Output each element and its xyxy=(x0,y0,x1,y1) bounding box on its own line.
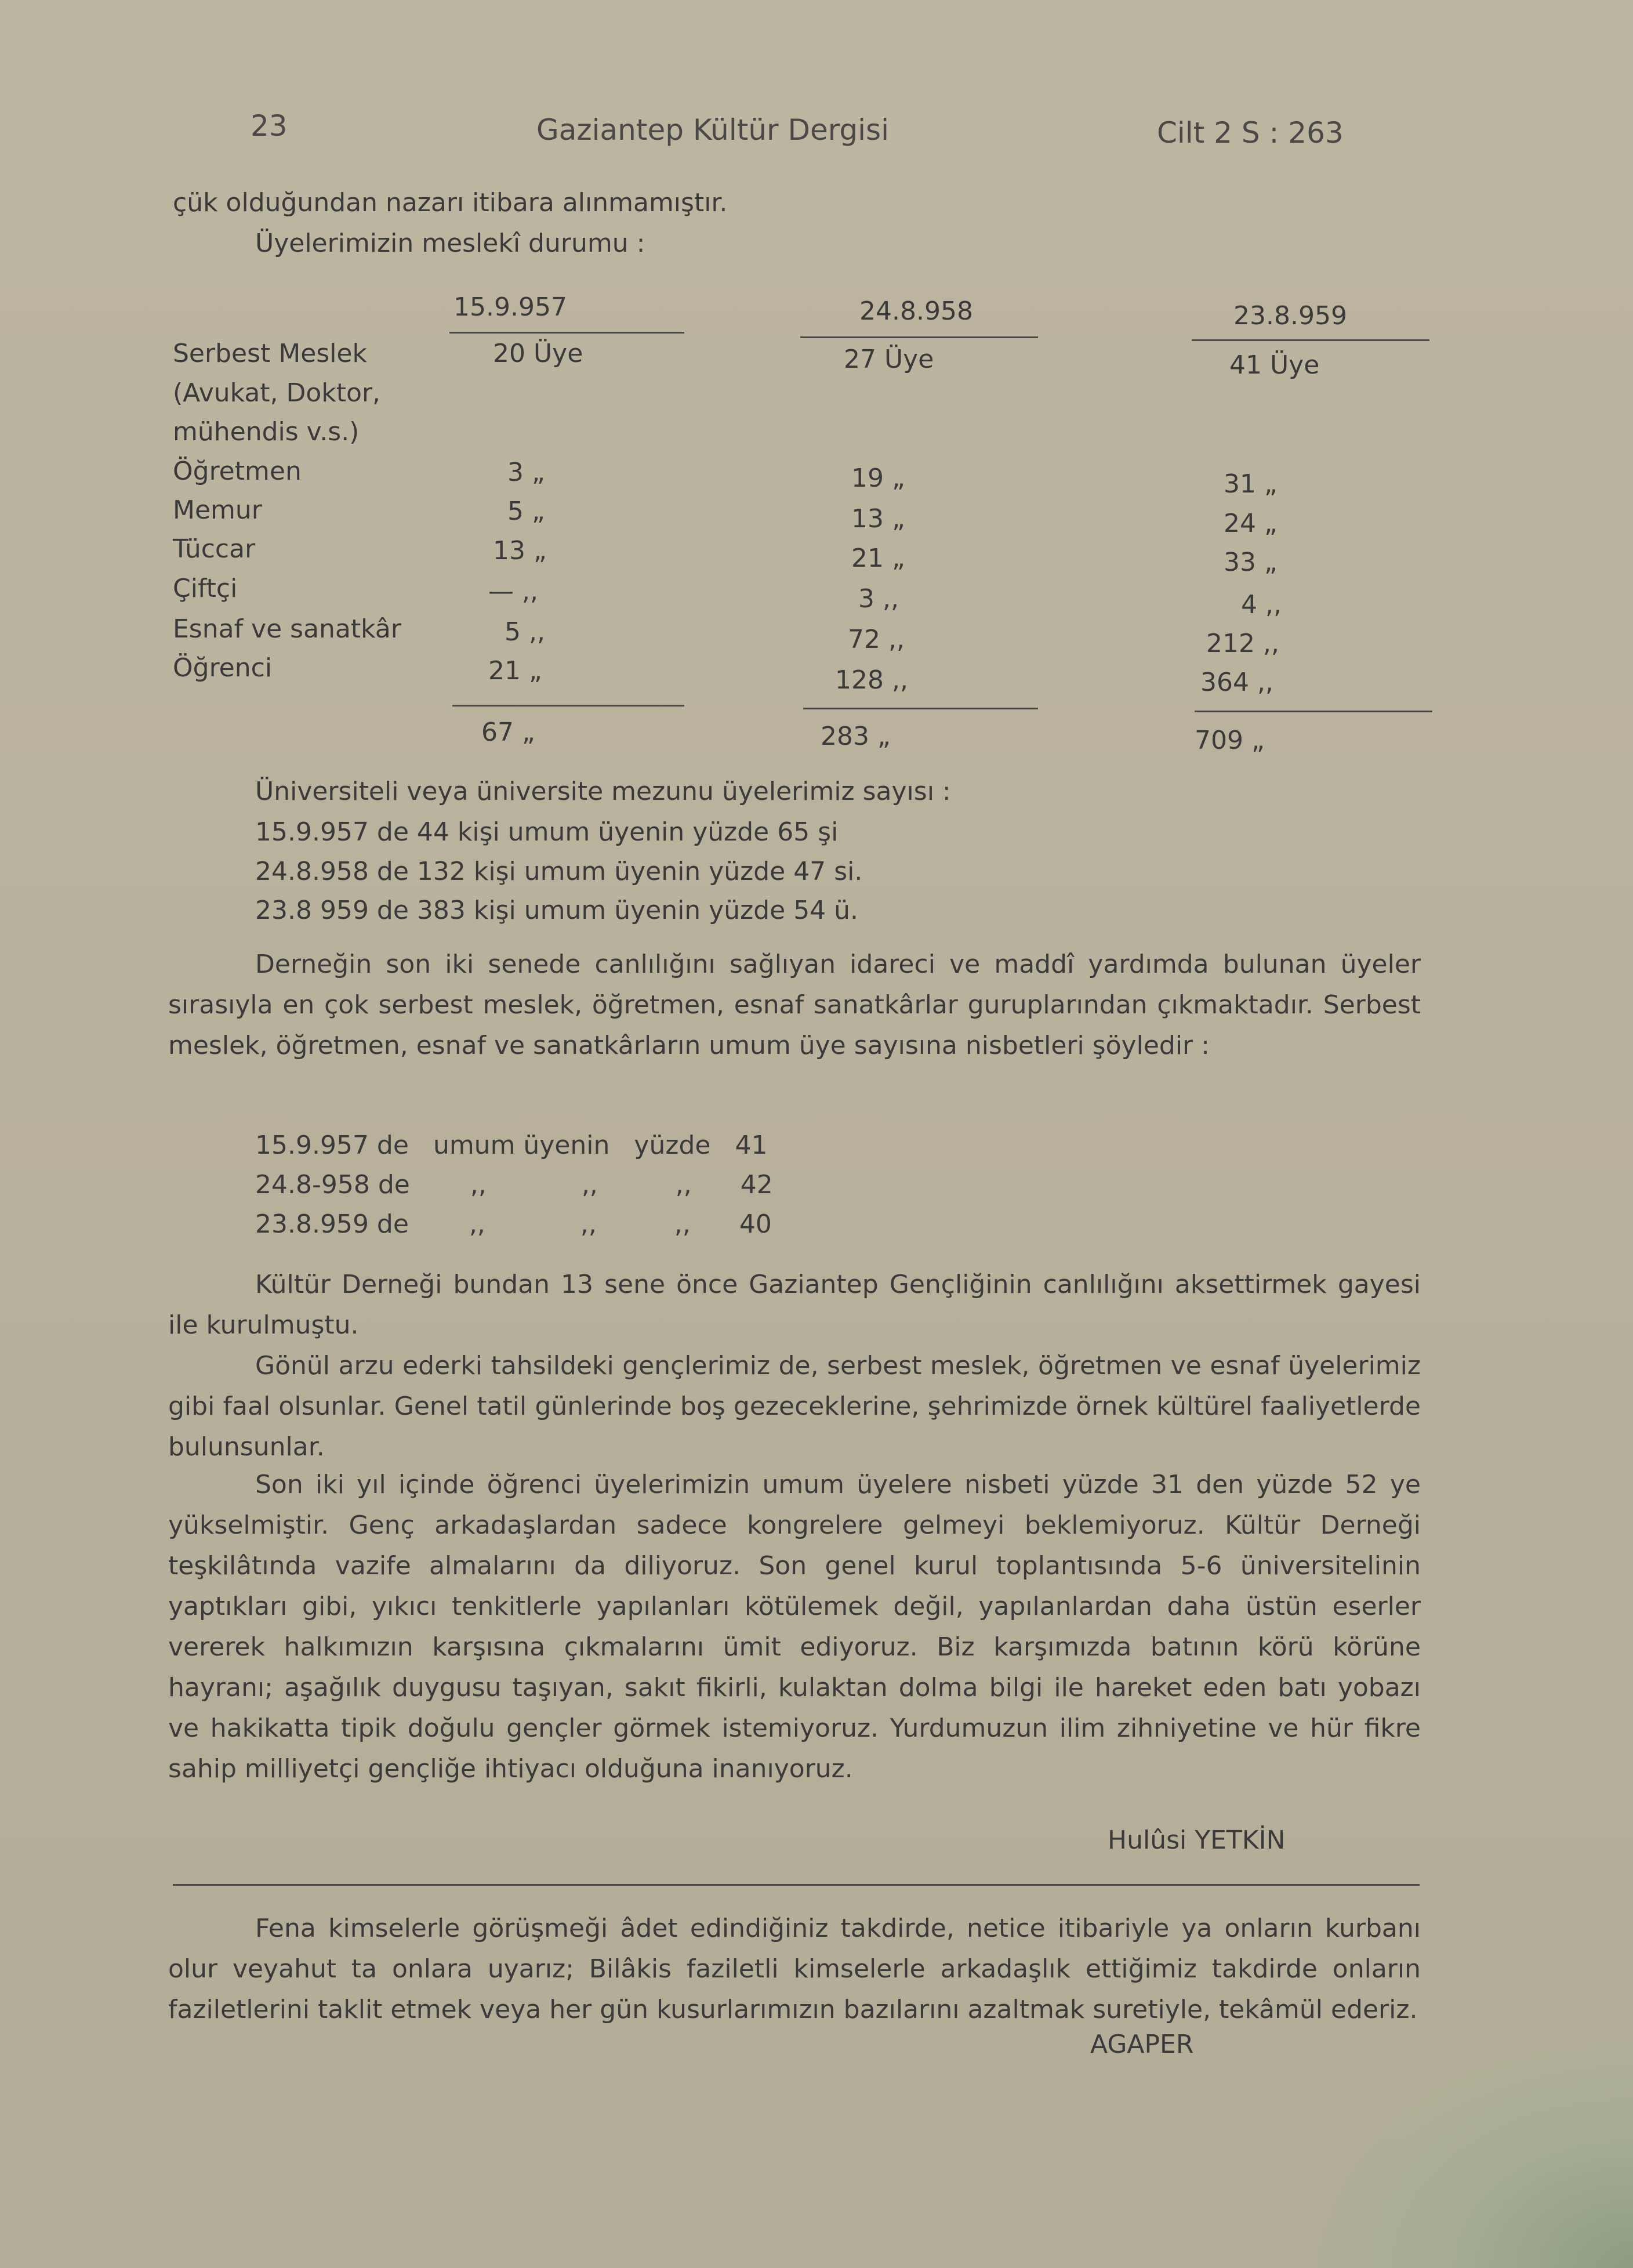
cell: 21 „ xyxy=(851,544,905,573)
page-number: 23 xyxy=(251,109,288,143)
ratio-value: 42 xyxy=(740,1170,773,1200)
row-label-serbest-2: (Avukat, Doktor, xyxy=(173,378,381,408)
paragraph-1-text: Derneğin son iki senede canlılığını sağlıyan idareci ve maddî yardımda bulunan üyeler sırasıyla en çok serbest meslek, öğretmen, esnaf sanatkârlar guruplarından çıkmaktadır. Serbest meslek, öğretmen, esnaf ve sanatkârların umum üye sayısına nisbetleri şöyledir : xyxy=(168,950,1421,1060)
cell: 3 „ xyxy=(507,458,545,487)
ratio-line-1 xyxy=(255,1125,767,1166)
cell: 21 „ xyxy=(488,656,542,686)
row-label-serbest-3: mühendis v.s.) xyxy=(173,417,360,447)
ditto: ,, xyxy=(470,1170,487,1200)
ratio-value: 41 xyxy=(735,1131,768,1160)
total-cell: 709 „ xyxy=(1195,726,1265,755)
total-rule-3 xyxy=(1195,711,1432,712)
volume-issue: Cilt 2 S : 263 xyxy=(1157,116,1344,150)
cell: 72 ,, xyxy=(848,625,905,654)
total-cell: 67 „ xyxy=(481,718,535,747)
intro-line-1: çük olduğundan nazarı itibara alınmamıştır. xyxy=(173,188,728,218)
cell: 41 Üye xyxy=(1229,350,1320,380)
ratio-line-2 xyxy=(255,1165,773,1205)
paragraph-4-text: Son iki yıl içinde öğrenci üyelerimizin umum üyelere nisbeti yüzde 31 den yüzde 52 ye yükselmiştir. Genç arkadaşlardan sadece kongrelere gelmeyi beklemiyoruz. Kültür Derneği teşkilâtında vazife almalarını da diliyoruz. Son genel kurul toplantısında 5-6 üniversitelinin yaptıkları gibi, yıkıcı tenkitlerle yapılanları kötülemek değil, yapılanlardan daha üstün eserler vererek halkımızın karşısına çıkmalarını ümit ediyoruz. Biz karşımızda batının körü körüne hayranı; aşağılık duygusu taşıyan, sakıt fikirli, kulaktan dolma bilgi ile hareket eden batı yobazı ve hakikatta tipik doğulu gençler görmek istemiyoruz. Yurdumuzun ilim zihniyetine ve hür fikre sahip milliyetçi gençliğe ihtiyacı olduğuna inanıyoruz. xyxy=(168,1470,1421,1784)
cell: 19 „ xyxy=(851,463,905,493)
date-col-1: 15.9.957 xyxy=(453,292,567,322)
ratio-value: 40 xyxy=(739,1209,772,1239)
ditto: ,, xyxy=(580,1209,597,1239)
row-label-ogrenci: Öğrenci xyxy=(173,653,273,683)
cell: 33 „ xyxy=(1224,548,1278,577)
total-rule-1 xyxy=(452,705,684,707)
cell: 24 „ xyxy=(1224,509,1278,538)
paragraph-1 xyxy=(168,944,1421,1066)
cell: 3 ,, xyxy=(858,584,899,614)
cell: 128 ,, xyxy=(835,665,908,695)
ratio-text: umum üyenin xyxy=(433,1131,610,1160)
cell: 27 Üye xyxy=(844,345,934,374)
cell: 5 „ xyxy=(507,497,545,526)
cell: 13 „ xyxy=(851,504,905,534)
quote-source: AGAPER xyxy=(1090,2030,1194,2059)
ratio-date: 15.9.957 de xyxy=(255,1131,409,1160)
intro-line-2: Üyelerimizin meslekî durumu : xyxy=(255,229,645,258)
cell: 4 ,, xyxy=(1241,590,1282,619)
paragraph-3 xyxy=(168,1346,1421,1468)
ditto: ,, xyxy=(675,1170,692,1200)
cell: 5 ,, xyxy=(505,617,545,647)
cell: 13 „ xyxy=(493,536,547,566)
total-rule-2 xyxy=(803,708,1038,709)
quote-block xyxy=(168,1908,1421,2030)
quote-text: Fena kimselerle görüşmeği âdet edindiğiniz takdirde, netice itibariyle ya onların kurbanı olur veyahut ta onlara uyarız; Bilâkis faziletli kimselerle arkadaşlık ettiğimiz takdirde onların faziletlerini taklit etmek veya her gün kusurlarımızın bazılarını azaltmak suretiyle, tekâmül ederiz. xyxy=(168,1914,1421,2024)
journal-title: Gaziantep Kültür Dergisi xyxy=(536,113,889,147)
date-rule-2 xyxy=(800,336,1038,338)
ratio-date: 24.8-958 de xyxy=(255,1170,410,1200)
row-label-tuccar: Tüccar xyxy=(173,534,256,564)
date-rule-3 xyxy=(1192,339,1429,341)
separator-rule xyxy=(173,1884,1420,1886)
paragraph-4 xyxy=(168,1465,1421,1789)
cell: 212 ,, xyxy=(1206,629,1279,658)
row-label-memur: Memur xyxy=(173,495,262,525)
ditto: ,, xyxy=(469,1209,485,1239)
signature: Hulûsi YETKİN xyxy=(1108,1825,1286,1855)
paragraph-2-text: Kültür Derneği bundan 13 sene önce Gaziantep Gençliğinin canlılığını aksettirmek gayesi ile kurulmuştu. xyxy=(168,1270,1421,1340)
ditto: ,, xyxy=(581,1170,598,1200)
cell: 364 ,, xyxy=(1200,668,1273,697)
row-label-esnaf: Esnaf ve sanatkâr xyxy=(173,614,401,644)
paragraph-2 xyxy=(168,1265,1421,1346)
university-line-3: 23.8 959 de 383 kişi umum üyenin yüzde 54 ü. xyxy=(255,896,859,925)
total-cell: 283 „ xyxy=(821,722,891,751)
university-line-2: 24.8.958 de 132 kişi umum üyenin yüzde 47 si. xyxy=(255,857,863,886)
ratio-text: yüzde xyxy=(634,1131,711,1160)
university-line-1: 15.9.957 de 44 kişi umum üyenin yüzde 65 şi xyxy=(255,817,839,847)
ditto: ,, xyxy=(674,1209,691,1239)
cell: — ,, xyxy=(488,577,538,606)
row-label-ogretmen: Öğretmen xyxy=(173,457,302,486)
date-col-2: 24.8.958 xyxy=(859,296,973,326)
row-label-ciftci: Çiftçi xyxy=(173,574,238,603)
ratio-line-3 xyxy=(255,1204,772,1245)
cell: 31 „ xyxy=(1224,469,1278,499)
date-col-3: 23.8.959 xyxy=(1233,301,1347,331)
cell: 20 Üye xyxy=(493,339,583,368)
paper-stain xyxy=(1308,2036,1633,2268)
university-title: Üniversiteli veya üniversite mezunu üyelerimiz sayısı : xyxy=(255,777,951,806)
ratio-date: 23.8.959 de xyxy=(255,1209,409,1239)
row-label-serbest: Serbest Meslek xyxy=(173,339,367,368)
paragraph-3-text: Gönül arzu ederki tahsildeki gençlerimiz de, serbest meslek, öğretmen ve esnaf üyelerimiz gibi faal olsunlar. Genel tatil günlerinde boş gezeceklerine, şehrimizde örnek kültürel faaliyetlerde bulunsunlar. xyxy=(168,1351,1421,1462)
